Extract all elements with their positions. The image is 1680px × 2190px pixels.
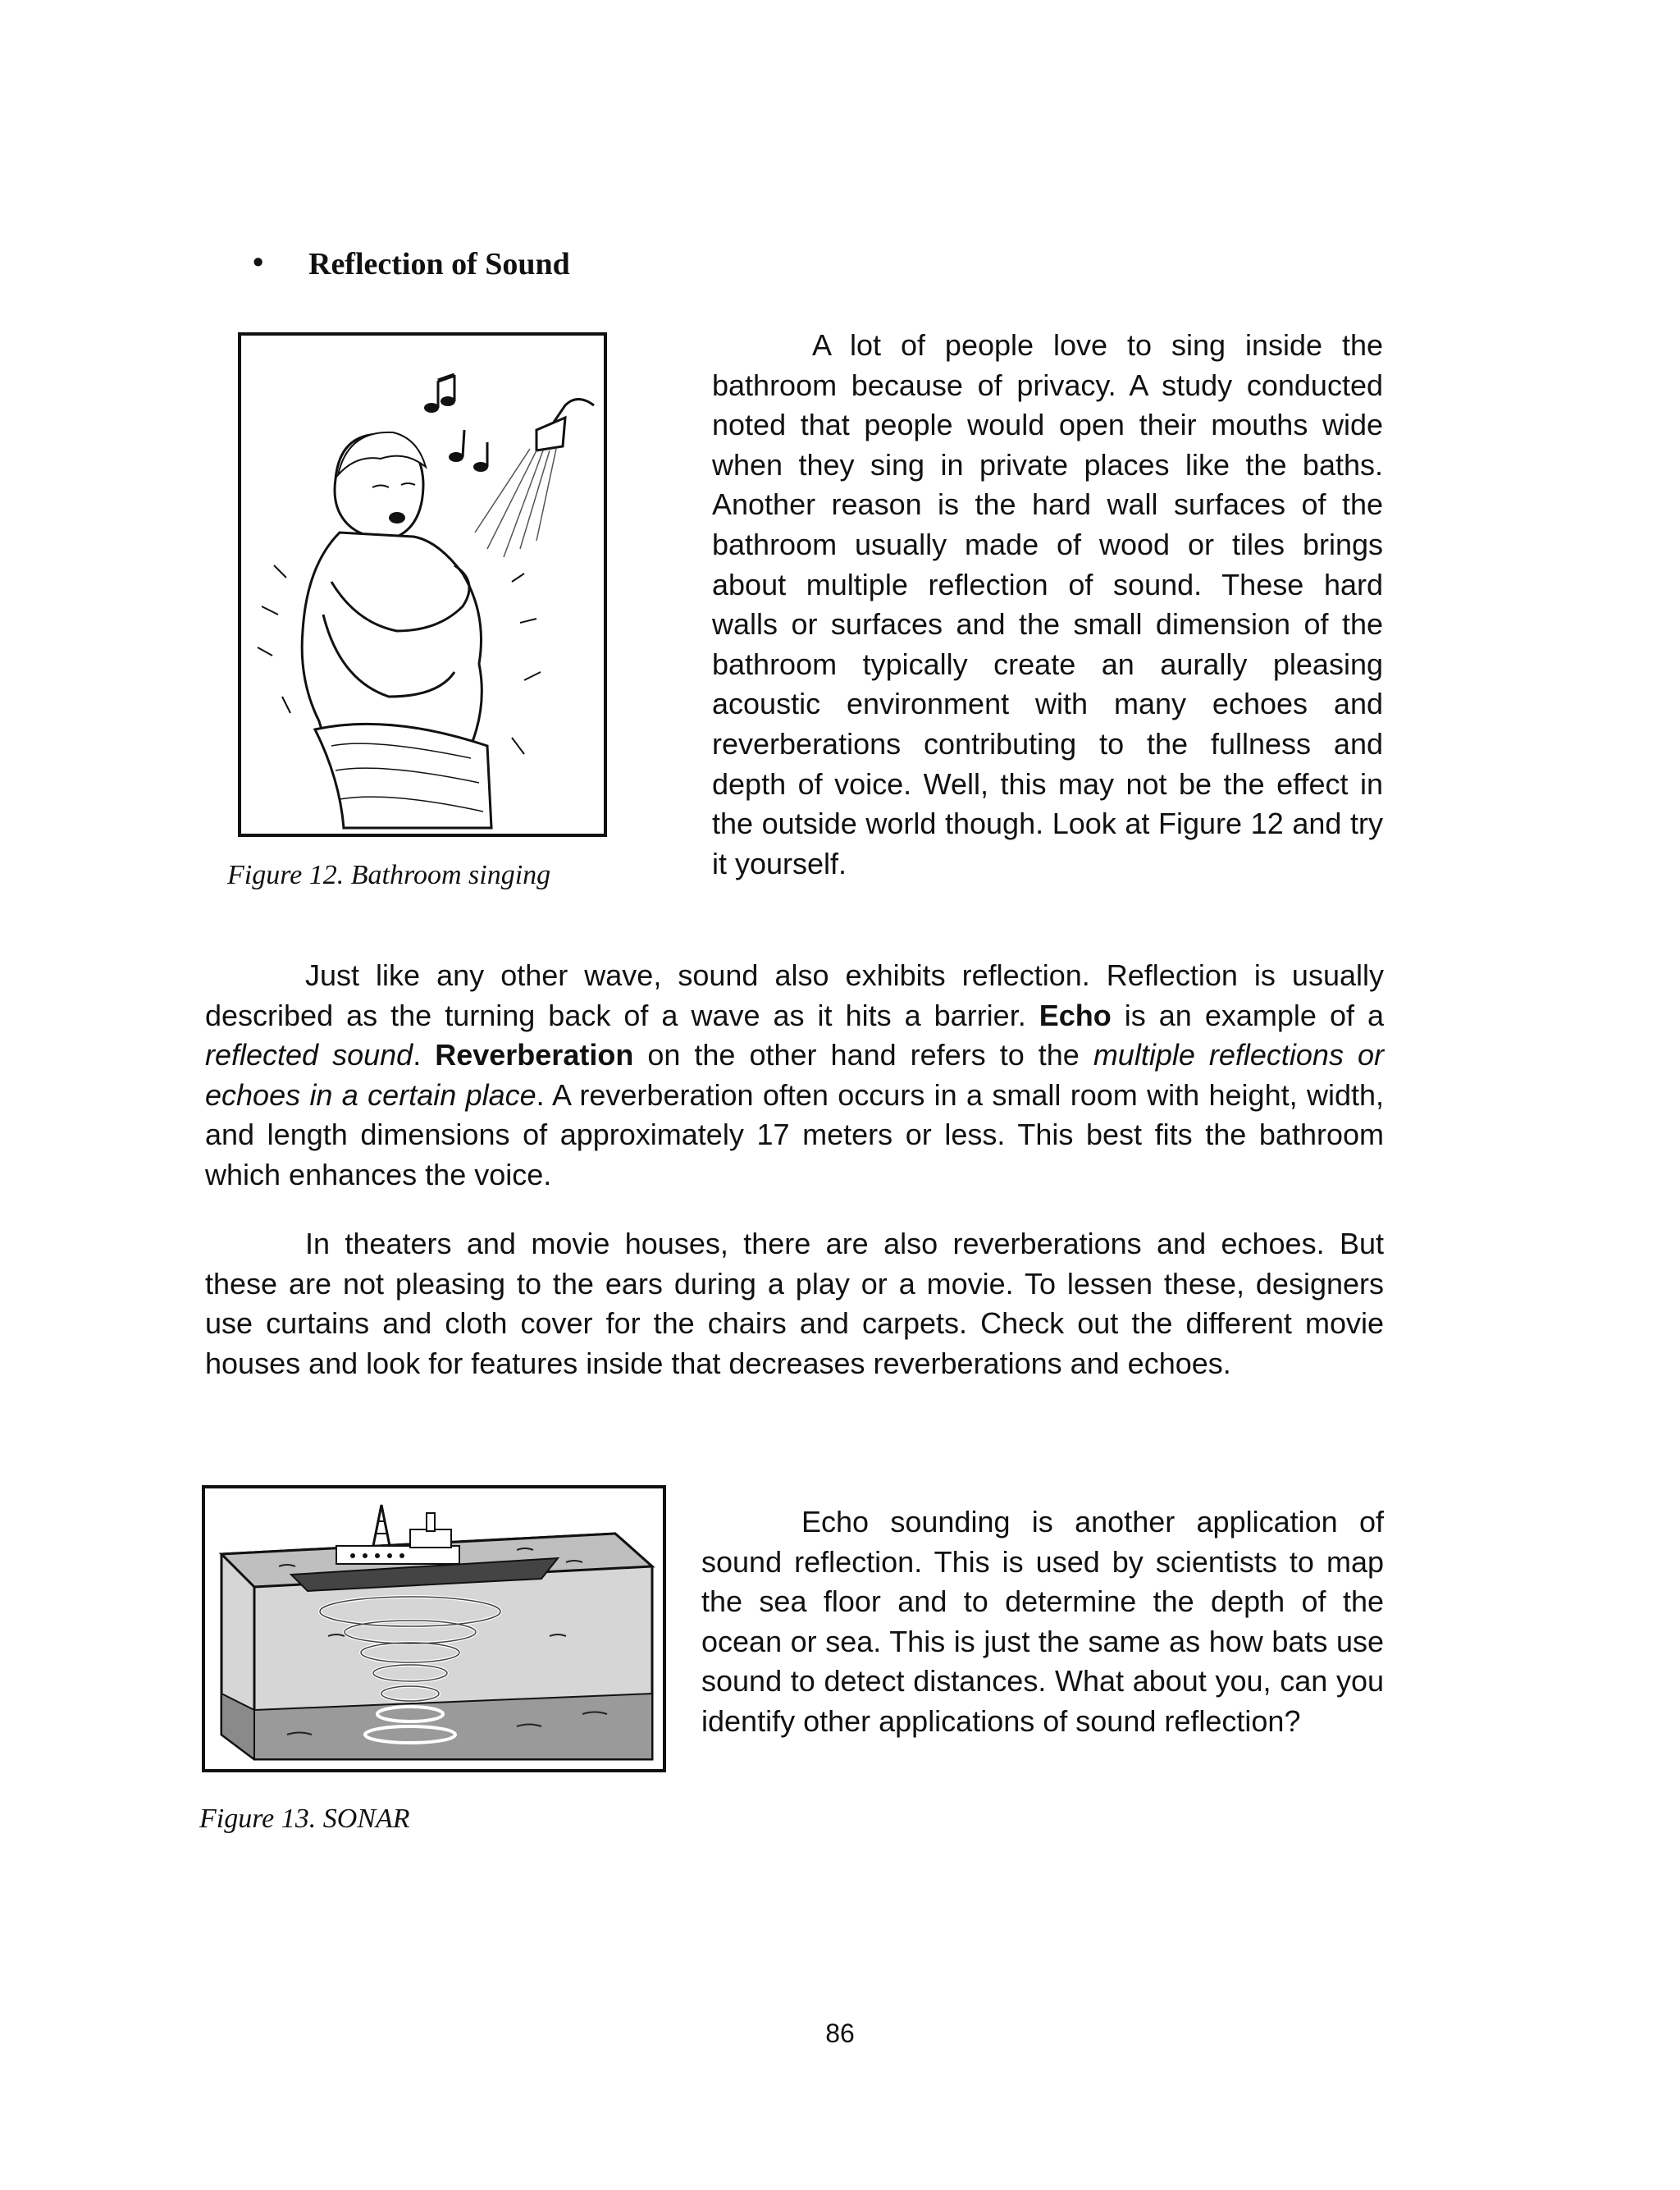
paragraph-bathroom-singing-text: A lot of people love to sing inside the bathroom because of privacy. A study conducted noted that people would open their mouths wide when they sing in private places like the baths. Another reason is the hard wall surfaces of the bathroom usually made of wood or tiles brings about multiple reflection of sound. These hard walls or surfaces and the small dimension of the bathroom typically create an aurally pleasing acoustic environment with many echoes and reverberations contributing to the fullness and depth of voice. Well, this may not be the effect in the outside world though. Look at Figure 12 and try it yourself. bbox=[712, 328, 1383, 880]
italic-reflected-sound: reflected sound bbox=[205, 1038, 413, 1072]
bathroom-singing-illustration bbox=[241, 336, 604, 834]
figure-13-caption: Figure 13. SONAR bbox=[199, 1804, 410, 1834]
sonar-ship-illustration bbox=[205, 1488, 663, 1769]
paragraph-text-segment: Just like any other wave, sound also exhibits reflection. Reflection is usually described as the turning back of a wave as it hits a barrier. bbox=[205, 958, 1384, 1032]
italic-multiple-reflections: multiple reflections or echoes in a certain place bbox=[205, 1038, 1384, 1112]
paragraph-echo-sounding bbox=[701, 1502, 1384, 1742]
paragraph-text-segment: . bbox=[413, 1038, 436, 1072]
figure-13-image bbox=[202, 1485, 666, 1772]
term-echo: Echo bbox=[1039, 998, 1112, 1032]
term-reverberation: Reverberation bbox=[435, 1038, 634, 1072]
paragraph-theaters bbox=[205, 1224, 1384, 1383]
section-title: Reflection of Sound bbox=[308, 247, 570, 281]
paragraph-reflection-definition bbox=[205, 956, 1384, 1196]
paragraph-bathroom-singing bbox=[712, 326, 1383, 884]
paragraph-text-segment: on the other hand refers to the bbox=[633, 1038, 1093, 1072]
paragraph-text-segment: . A reverberation often occurs in a small room with height, width, and length dimensions of approximately 17 meters or less. This best fits the bathroom which enhances the voice. bbox=[205, 1077, 1385, 1191]
figure-12-caption: Figure 12. Bathroom singing bbox=[227, 860, 551, 890]
paragraph-theaters-text: In theaters and movie houses, there are also reverberations and echoes. But these are not pleasing to the ears during a play or a movie. To lessen these, designers use curtains and cloth cover for the chairs and carpets. Check out the different movie houses and look for features inside that decreases reverberations and echoes. bbox=[205, 1227, 1384, 1380]
bullet-icon: • bbox=[253, 245, 264, 280]
page-number: 86 bbox=[825, 2019, 855, 2048]
paragraph-text-segment: is an example of a bbox=[1111, 998, 1385, 1032]
paragraph-echo-sounding-text: Echo sounding is another application of sound reflection. This is used by scientists to map the sea floor and to determine the depth of the ocean or sea. This is just the same as how bats use sound to detect distances. What about you, can you identify other applications of sound reflection? bbox=[701, 1505, 1384, 1738]
figure-12-image bbox=[238, 332, 607, 837]
